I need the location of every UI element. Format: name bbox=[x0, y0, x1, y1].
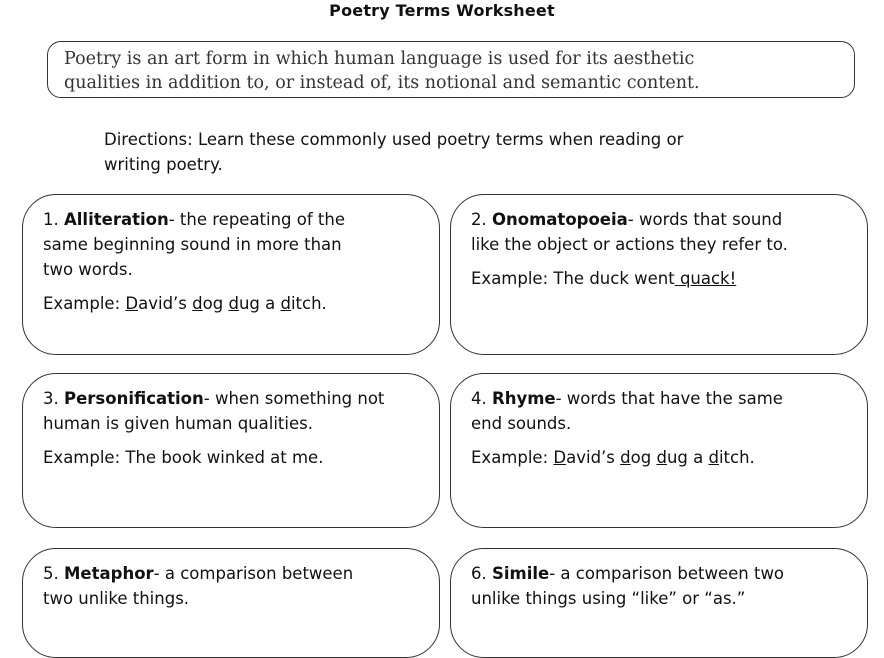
term-definition bbox=[43, 386, 439, 436]
underlined-letter: D bbox=[553, 448, 567, 467]
definition-line: two words. bbox=[43, 260, 133, 279]
example-label: Example: bbox=[43, 448, 126, 467]
intro-box bbox=[47, 41, 855, 98]
term-definition bbox=[471, 386, 867, 436]
term-card-metaphor bbox=[22, 548, 440, 658]
definition-line: unlike things using “like” or “as.” bbox=[471, 589, 746, 608]
term-number: 6. bbox=[471, 564, 487, 583]
intro-line-2: qualities in addition to, or instead of, its notional and semantic content. bbox=[64, 73, 700, 93]
underlined-letter: d bbox=[708, 448, 719, 467]
term-definition bbox=[471, 561, 867, 611]
example-text: ug a bbox=[666, 448, 709, 467]
underlined-letter: d bbox=[656, 448, 667, 467]
term-example bbox=[471, 445, 867, 470]
example-text: og bbox=[202, 294, 229, 313]
term-card-simile bbox=[450, 548, 868, 658]
term-card-rhyme bbox=[450, 373, 868, 528]
underlined-letter: d bbox=[228, 294, 239, 313]
underlined-letter: d bbox=[192, 294, 203, 313]
term-example bbox=[43, 291, 439, 316]
example-text: avid’s bbox=[138, 294, 193, 313]
term-number: 1. bbox=[43, 210, 59, 229]
definition-line: two unlike things. bbox=[43, 589, 190, 608]
term-number: 4. bbox=[471, 389, 487, 408]
term-card-personification bbox=[22, 373, 440, 528]
term-number: 5. bbox=[43, 564, 59, 583]
underlined-letter: d bbox=[280, 294, 291, 313]
term-number: 3. bbox=[43, 389, 59, 408]
definition-line: like the object or actions they refer to. bbox=[471, 235, 788, 254]
example-text: The duck went bbox=[553, 269, 675, 288]
directions-line-1: Directions: Learn these commonly used poetry terms when reading or bbox=[104, 130, 684, 149]
term-name: Onomatopoeia bbox=[492, 210, 628, 229]
term-definition bbox=[43, 207, 439, 282]
term-definition bbox=[471, 207, 867, 257]
example-label: Example: bbox=[471, 269, 554, 288]
underlined-letter: D bbox=[125, 294, 139, 313]
term-name: Rhyme bbox=[492, 389, 556, 408]
example-text: avid’s bbox=[566, 448, 621, 467]
definition-line: end sounds. bbox=[471, 414, 572, 433]
underlined-letter: d bbox=[620, 448, 631, 467]
intro-line-1: Poetry is an art form in which human language is used for its aesthetic bbox=[64, 49, 695, 69]
example-text: og bbox=[630, 448, 657, 467]
term-card-alliteration bbox=[22, 194, 440, 355]
example-label: Example: bbox=[471, 448, 554, 467]
term-name: Alliteration bbox=[64, 210, 169, 229]
term-card-onomatopoeia bbox=[450, 194, 868, 355]
term-number: 2. bbox=[471, 210, 487, 229]
definition-line: - a comparison between bbox=[153, 564, 354, 583]
example-text: ug a bbox=[238, 294, 281, 313]
term-name: Metaphor bbox=[64, 564, 154, 583]
term-name: Personification bbox=[64, 389, 204, 408]
example-label: Example: bbox=[43, 294, 126, 313]
underlined-word: quack! bbox=[674, 269, 737, 288]
definition-line: - words that have the same bbox=[555, 389, 783, 408]
example-text: itch. bbox=[718, 448, 755, 467]
term-example bbox=[471, 266, 867, 291]
definition-line: - words that sound bbox=[627, 210, 783, 229]
definition-line: - a comparison between two bbox=[549, 564, 785, 583]
page-title: Poetry Terms Worksheet bbox=[329, 1, 555, 20]
definition-line: - when something not bbox=[203, 389, 385, 408]
example-text: itch. bbox=[290, 294, 327, 313]
directions bbox=[104, 127, 804, 177]
definition-line: - the repeating of the bbox=[168, 210, 346, 229]
term-example bbox=[43, 445, 439, 470]
example-text: The book winked at me. bbox=[125, 448, 324, 467]
term-definition bbox=[43, 561, 439, 611]
definition-line: same beginning sound in more than bbox=[43, 235, 342, 254]
term-name: Simile bbox=[492, 564, 550, 583]
directions-line-2: writing poetry. bbox=[104, 155, 223, 174]
definition-line: human is given human qualities. bbox=[43, 414, 313, 433]
